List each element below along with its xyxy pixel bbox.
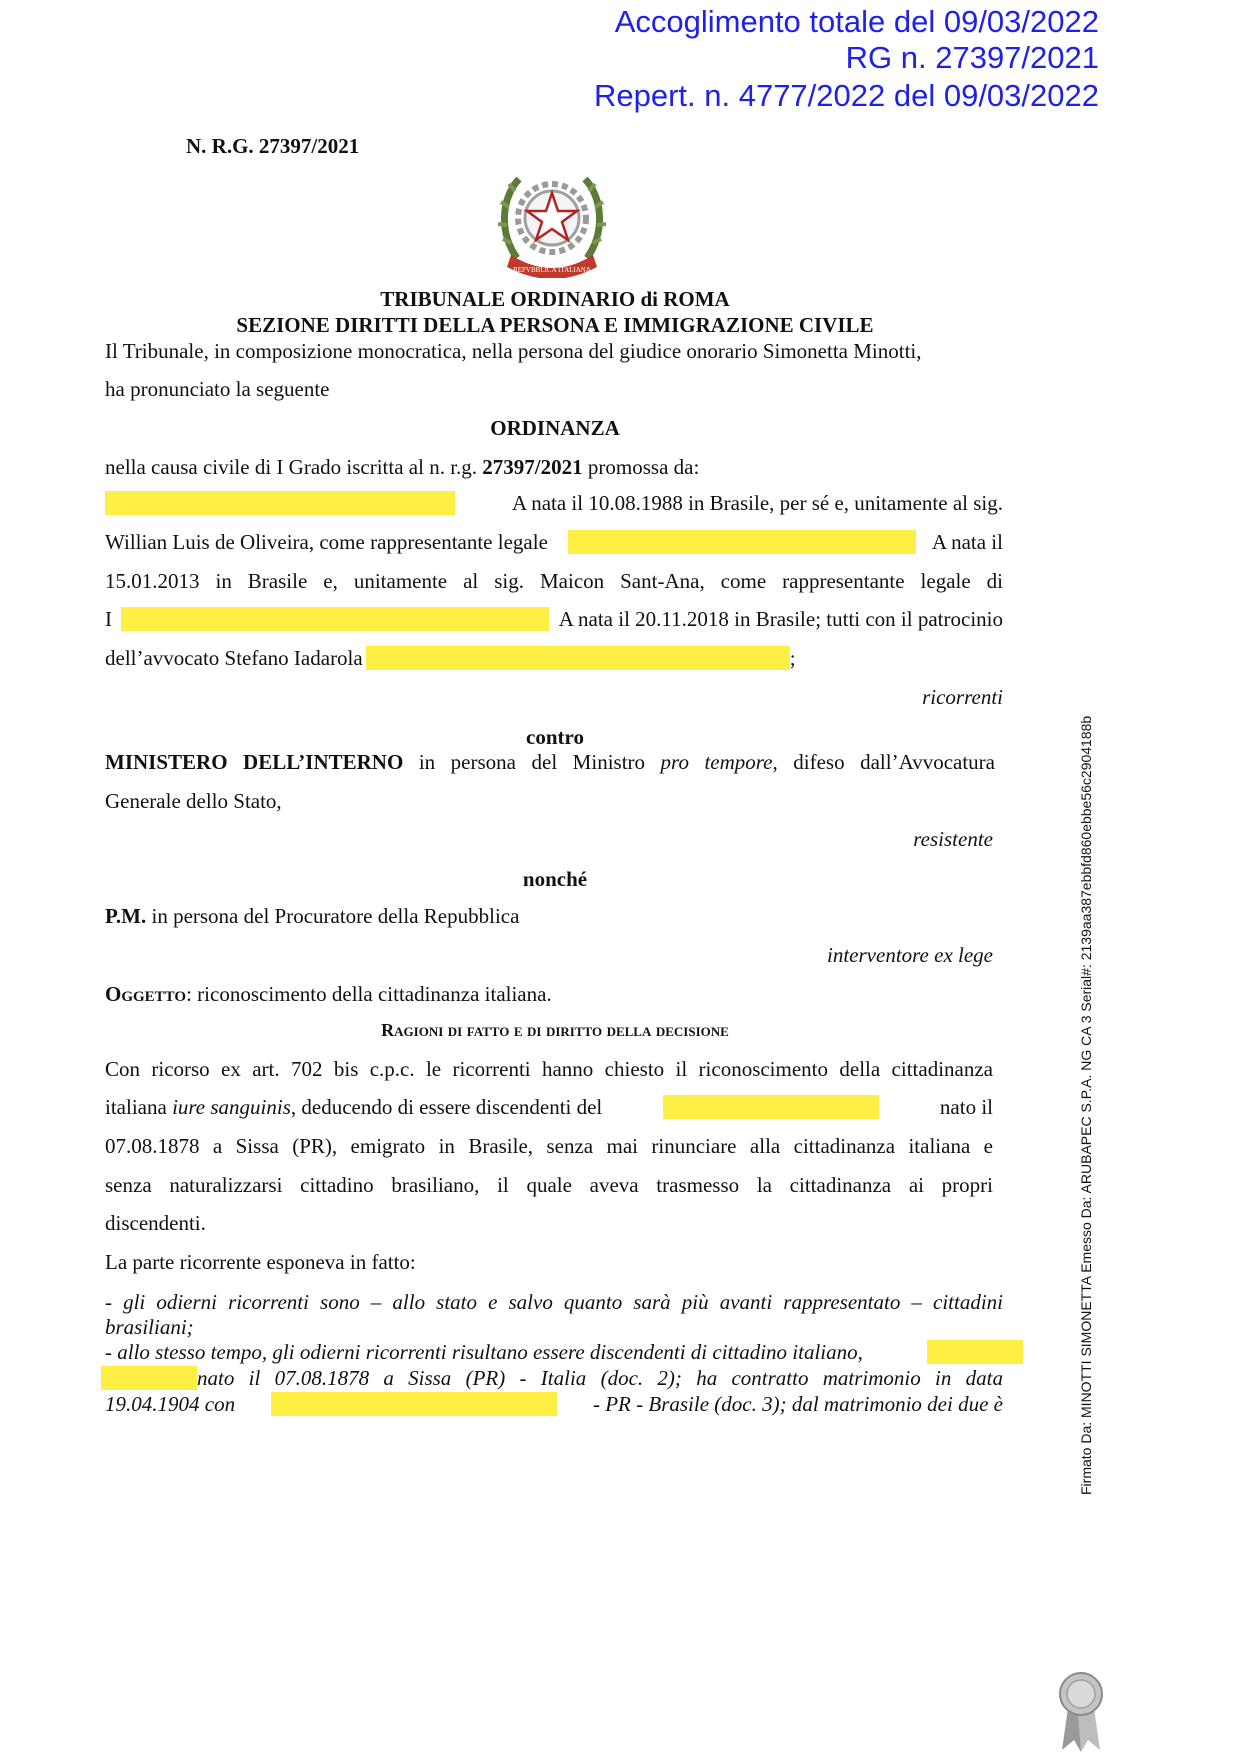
quote-line-3: - allo stesso tempo, gli odierni ricorrenti risultano essere discendenti di cittadino italiano, (105, 1340, 1023, 1364)
redacted-name (927, 1340, 1023, 1364)
body-line-1: Con ricorso ex art. 702 bis c.p.c. le ricorrenti hanno chiesto il riconoscimento della cittadinanza (105, 1057, 993, 1081)
section-title: Ragioni di fatto e di diritto della decisione (381, 1020, 729, 1040)
stamp-line-2: RG n. 27397/2021 (845, 40, 1099, 75)
defendant-line-1: MINISTERO DELL’INTERNO in persona del Ministro pro tempore, difeso dall’Avvocatura (105, 750, 995, 774)
redacted-name (568, 530, 916, 554)
body-line-5: discendenti. (105, 1211, 206, 1235)
party-line-1: A nata il 10.08.1988 in Brasile, per sé e, unitamente al sig. (105, 491, 1003, 515)
case-number: N. R.G. 27397/2021 (186, 134, 360, 158)
quote-line-4: nato il 07.08.1878 a Sissa (PR) - Italia (doc. 2); ha contratto matrimonio in data (101, 1366, 1003, 1390)
party-line-5: dell’avvocato Stefano Iadarola ; (105, 646, 796, 670)
stamp-line-3: Repert. n. 4777/2022 del 09/03/2022 (593, 78, 1099, 113)
redacted-name (663, 1095, 879, 1119)
party-line-2: Willian Luis de Oliveira, come rappresentante legale A nata il (105, 530, 1003, 554)
italian-republic-emblem-icon (497, 163, 607, 278)
party-line-3: 15.01.2013 in Brasile e, unitamente al sig. Maicon Sant-Ana, come rappresentante legale di (105, 569, 1003, 593)
role-resistente: resistente (913, 827, 993, 851)
redacted-name (101, 1366, 197, 1390)
intro-line-1: Il Tribunale, in composizione monocratica, nella persona del giudice onorario Simonetta Minotti, (105, 339, 922, 363)
quote-line-1: - gli odierni ricorrenti sono – allo stato e salvo quanto sarà più avanti rappresentato – cittadini (105, 1290, 1003, 1314)
party-line-4: I A nata il 20.11.2018 in Brasile; tutti con il patrocinio (105, 607, 1003, 631)
redacted-place (271, 1392, 557, 1416)
defendant-line-2: Generale dello Stato, (105, 789, 282, 813)
redacted-name (121, 607, 549, 631)
stamp-line-1: Accoglimento totale del 09/03/2022 (614, 4, 1099, 39)
role-interventore: interventore ex lege (827, 943, 993, 967)
body-line-2: italiana iure sanguinis, deducendo di essere discendenti del nato il (105, 1095, 993, 1119)
certificate-seal-icon (1058, 1670, 1104, 1752)
body-line-6: La parte ricorrente esponeva in fatto: (105, 1250, 416, 1274)
cause-line: nella causa civile di I Grado iscritta al n. r.g. 27397/2021 promossa da: (105, 455, 700, 479)
quote-line-2: brasiliani; (105, 1315, 194, 1339)
body-line-3: 07.08.1878 a Sissa (PR), emigrato in Brasile, senza mai rinunciare alla cittadinanza italiana e (105, 1134, 993, 1158)
quote-line-5: 19.04.1904 con - PR - Brasile (doc. 3); dal matrimonio dei due è (105, 1392, 1003, 1416)
cause-number: 27397/2021 (482, 455, 583, 479)
oggetto-line: Oggetto: riconoscimento della cittadinanza italiana. (105, 982, 552, 1006)
contro-heading: contro (526, 725, 584, 749)
redacted-text (366, 646, 790, 670)
redacted-name (105, 491, 455, 515)
intro-line-2: ha pronunciato la seguente (105, 377, 330, 401)
nonche-heading: nonché (522, 867, 588, 891)
emblem-ribbon-text: REPVBBLICA ITALIANA (513, 266, 591, 274)
court-section: SEZIONE DIRITTI DELLA PERSONA E IMMIGRAZIONE CIVILE (236, 313, 874, 337)
pm-line: P.M. in persona del Procuratore della Repubblica (105, 904, 520, 928)
document-type: ORDINANZA (490, 416, 620, 440)
role-ricorrenti: ricorrenti (922, 685, 1003, 709)
digital-signature-note: Firmato Da: MINOTTI SIMONETTA Emesso Da: ARUBAPEC S.P.A. NG CA 3 Serial#: 2139aa387ebbfd860ebbe56c2904188b (1078, 715, 1094, 1495)
court-name: TRIBUNALE ORDINARIO di ROMA (380, 287, 730, 311)
body-line-4: senza naturalizzarsi cittadino brasiliano, il quale aveva trasmesso la cittadinanza ai propri (105, 1173, 993, 1197)
